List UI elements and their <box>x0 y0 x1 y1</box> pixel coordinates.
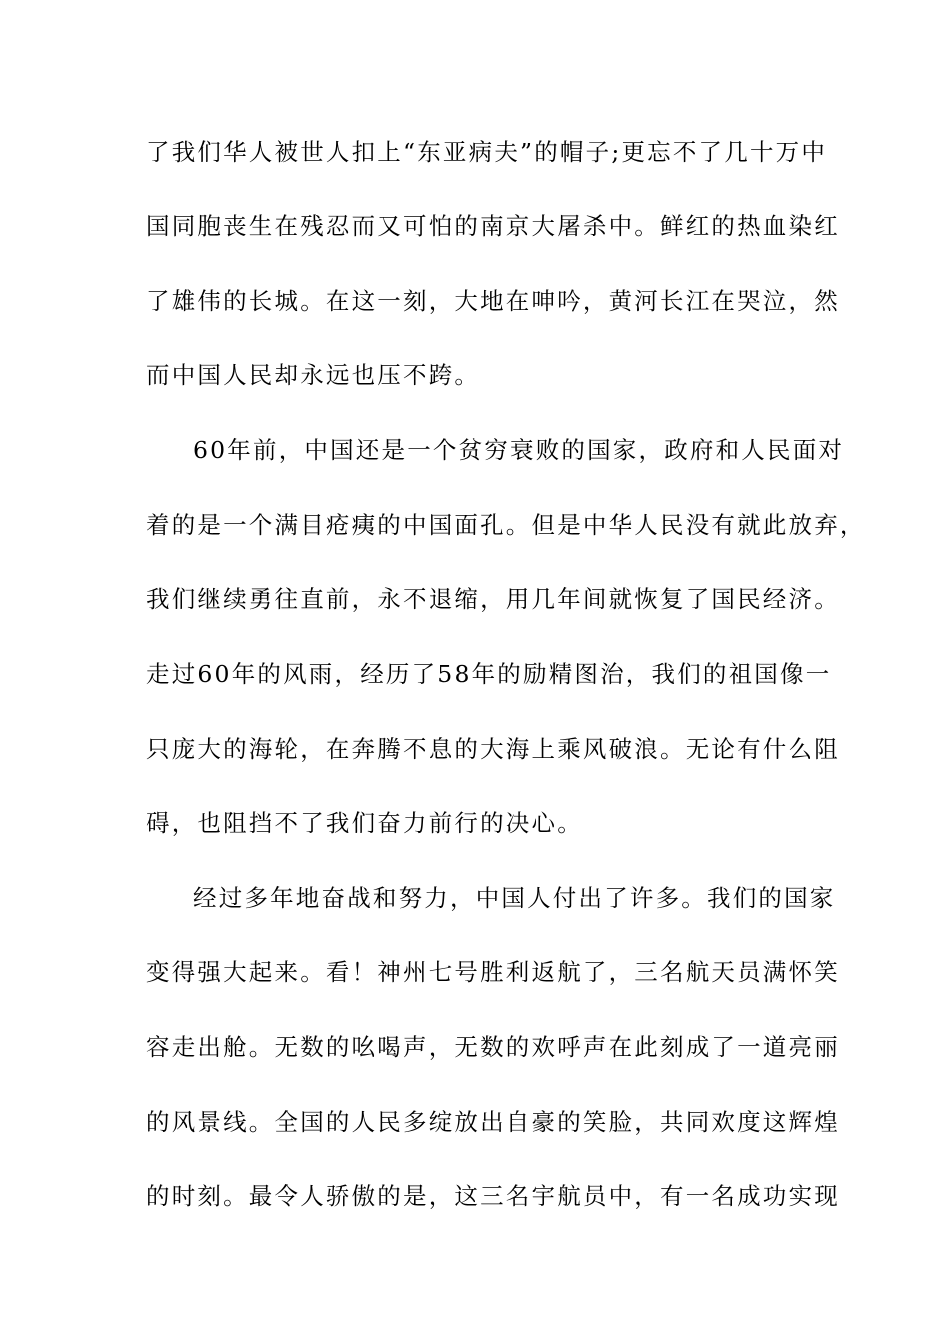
text-line: 只庞大的海轮，在奔腾不息的大海上乘风破浪。无论有什么阻 <box>146 735 840 763</box>
paragraph-first-line: 60年前，中国还是一个贫穷衰败的国家，政府和人民面对 <box>193 436 845 464</box>
text-line: 了雄伟的长城。在这一刻，大地在呻吟，黄河长江在哭泣，然 <box>146 287 840 315</box>
paragraph-first-line: 经过多年地奋战和努力，中国人付出了许多。我们的国家 <box>193 884 836 912</box>
text-line: 国同胞丧生在残忍而又可怕的南京大屠杀中。鲜红的热血染红 <box>146 212 840 240</box>
text-line: 的时刻。最令人骄傲的是，这三名宇航员中，有一名成功实现 <box>146 1182 840 1210</box>
text-line: 变得强大起来。看！神州七号胜利返航了，三名航天员满怀笑 <box>146 958 840 986</box>
text-line: 着的是一个满目疮痍的中国面孔。但是中华人民没有就此放弃， <box>146 511 866 539</box>
text-line: 碍，也阻挡不了我们奋力前行的决心。 <box>146 809 583 837</box>
text-line: 走过60年的风雨，经历了58年的励精图治，我们的祖国像一 <box>146 660 832 688</box>
text-line: 的风景线。全国的人民多绽放出自豪的笑脸，共同欢度这辉煌 <box>146 1108 840 1136</box>
text-line: 了我们华人被世人扣上“东亚病夫”的帽子;更忘不了几十万中 <box>146 138 828 166</box>
text-line: 我们继续勇往直前，永不退缩，用几年间就恢复了国民经济。 <box>146 585 840 613</box>
text-line: 容走出舱。无数的吆喝声，无数的欢呼声在此刻成了一道亮丽 <box>146 1033 840 1061</box>
text-line: 而中国人民却永远也压不跨。 <box>146 361 481 389</box>
